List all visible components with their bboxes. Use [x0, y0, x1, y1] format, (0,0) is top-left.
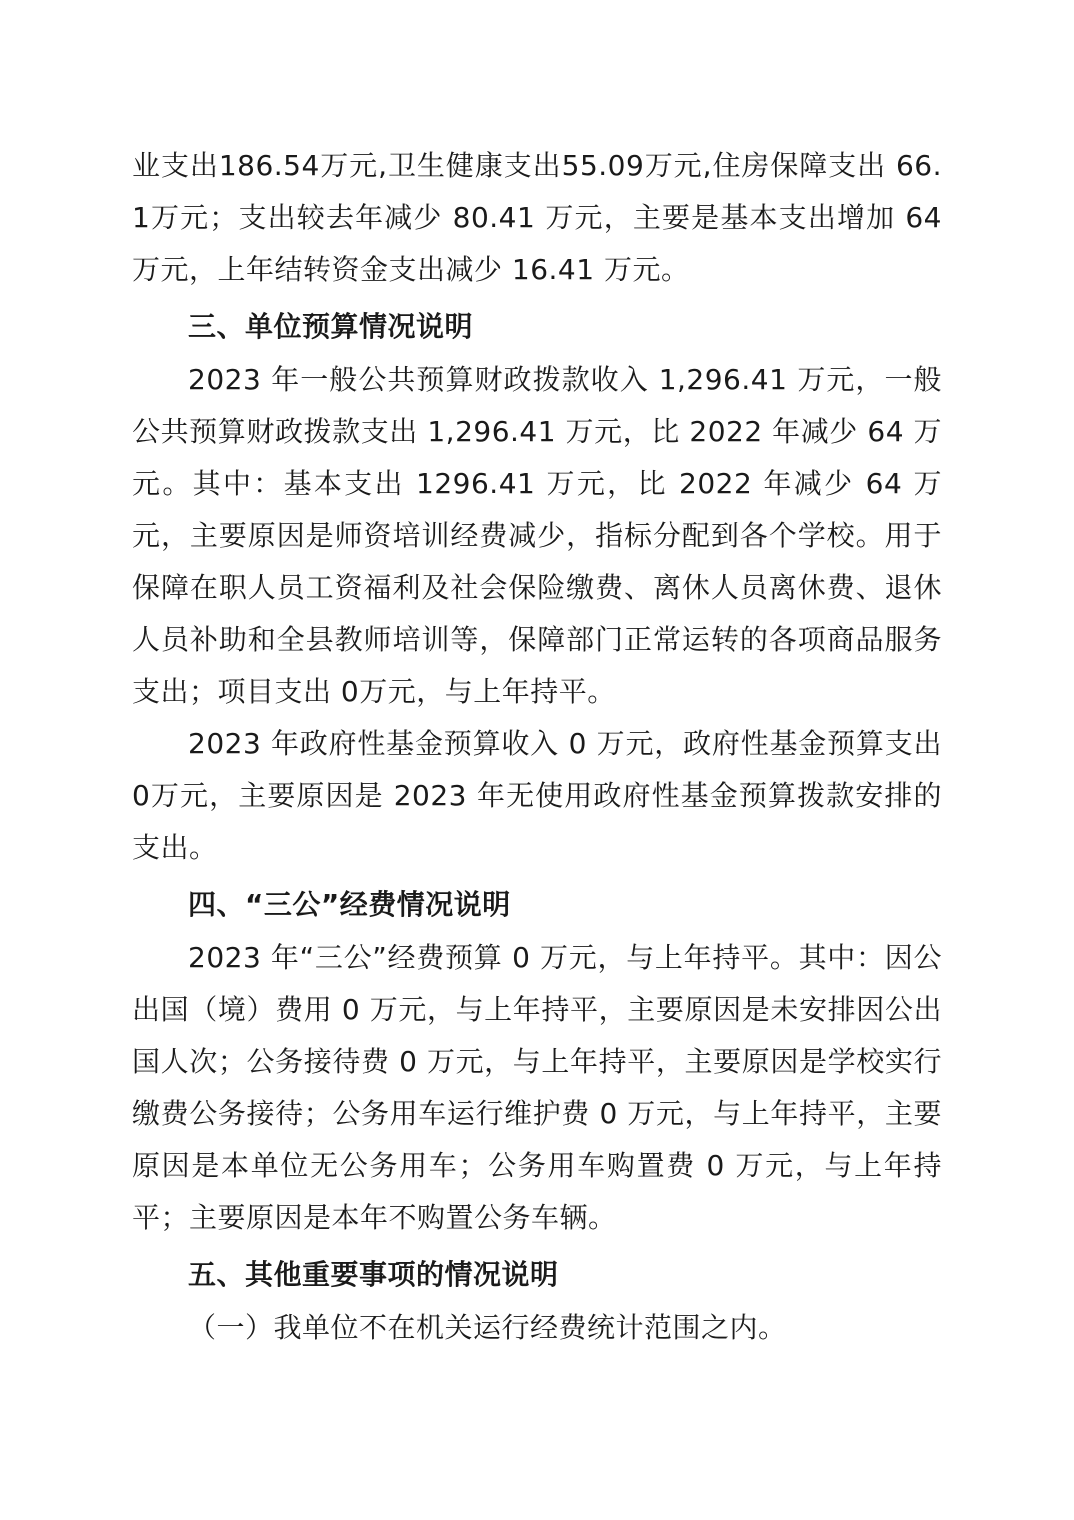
paragraph-general-budget-expenditure: 业支出186.54万元,卫生健康支出55.09万元,住房保障支出 66.1万元；支出较去年减少 80.41 万元，主要是基本支出增加 64 万元，上年结转资金支出减少 16.41 万元。 — [132, 149, 942, 286]
document-body — [132, 140, 942, 1354]
paragraph-other-matters-item-1: （一）我单位不在机关运行经费统计范围之内。 — [188, 1311, 787, 1344]
section-heading-other-matters: 五、其他重要事项的情况说明 — [188, 1258, 559, 1291]
paragraph-general-public-budget: 2023 年一般公共预算财政拨款收入 1,296.41 万元，一般公共预算财政拨款支出 1,296.41 万元，比 2022 年减少 64 万元。其中：基本支出 1296.41 万元，比 2022 年减少 64 万元，主要原因是师资培训经费减少，指标分配到各个学校。用于保障在职人员工资福利及社会保险缴费、离休人员离休费、退休人员补助和全县教师培训等，保障部门正常运转的各项商品服务支出；项目支出 0万元，与上年持平。 — [132, 363, 942, 708]
section-heading-unit-budget: 三、单位预算情况说明 — [188, 310, 474, 343]
section-heading-three-public-expenses: 四、“三公”经费情况说明 — [188, 888, 511, 921]
paragraph-government-fund-budget: 2023 年政府性基金预算收入 0 万元，政府性基金预算支出 0万元，主要原因是 2023 年无使用政府性基金预算拨款安排的支出。 — [132, 727, 942, 864]
paragraph-three-public-expenses: 2023 年“三公”经费预算 0 万元，与上年持平。其中：因公出国（境）费用 0 万元，与上年持平，主要原因是未安排因公出国人次；公务接待费 0 万元，与上年持平，主要原因是学校实行缴费公务接待；公务用车运行维护费 0 万元，与上年持平，主要原因是本单位无公务用车；公务用车购置费 0 万元，与上年持平；主要原因是本年不购置公务车辆。 — [132, 941, 942, 1234]
